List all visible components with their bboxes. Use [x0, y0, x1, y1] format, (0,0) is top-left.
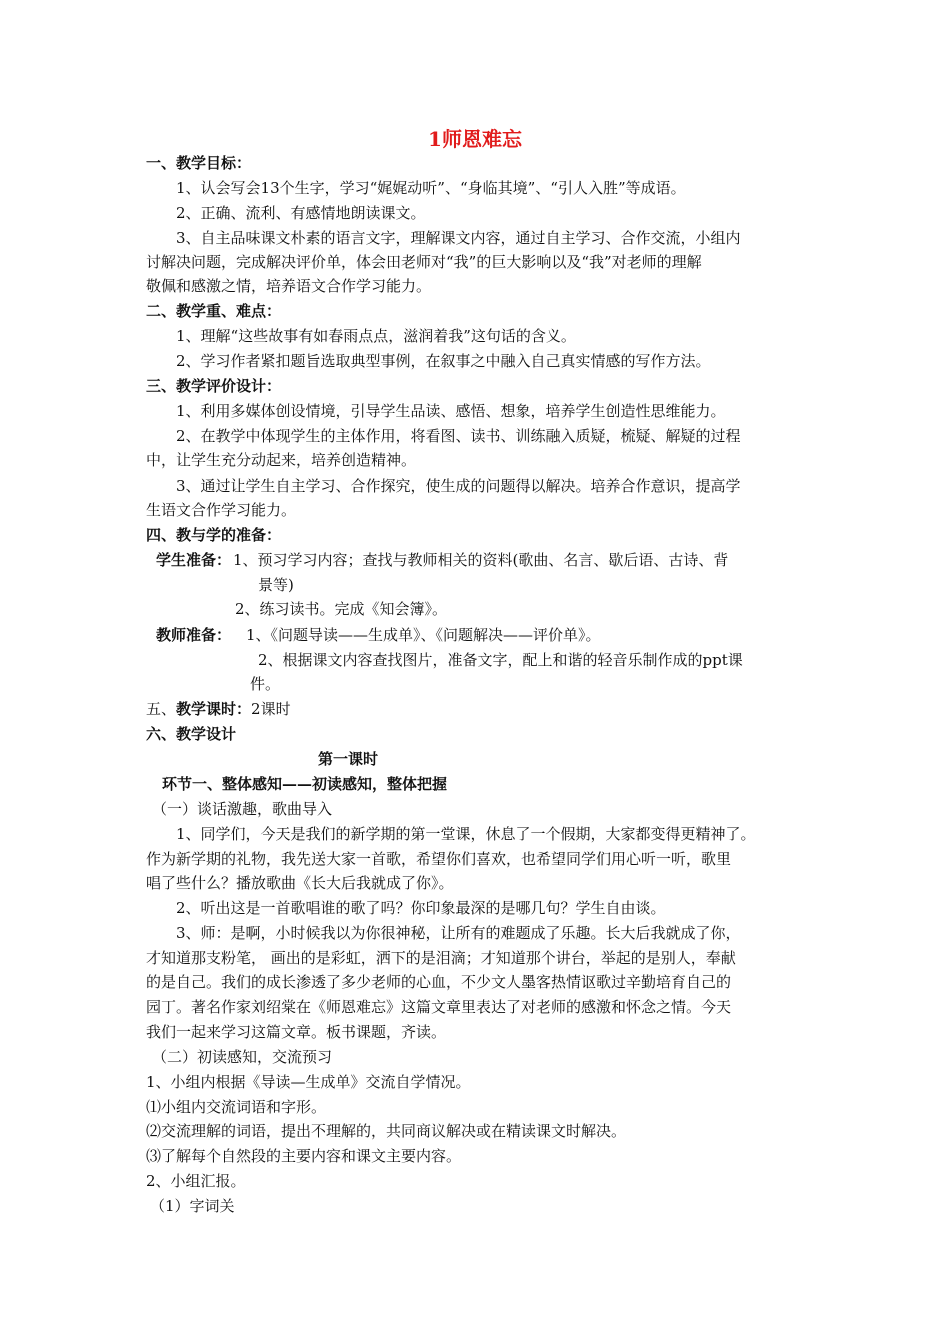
- step-heading: 环节一、整体感知——初读感知，整体把握: [162, 775, 448, 793]
- list-item: 1、小组内根据《导读—生成单》交流自学情况。: [146, 1073, 471, 1091]
- section-heading-evaluation: 三、教学评价设计：: [146, 377, 282, 395]
- teacher-prep-label: 教师准备：: [156, 626, 232, 644]
- sub-heading: （二）初读感知，交流预习: [152, 1048, 333, 1066]
- paragraph: 3、师：是啊，小时候我以为你很神秘，让所有的难题成了乐趣。长大后我就成了你，: [176, 924, 741, 942]
- paragraph-continued: 的是自己。我们的成长渗透了多少老师的心血，不少文人墨客热情讴歌过辛勤培育自己的: [146, 973, 732, 991]
- lesson-hours-label: 教学课时：: [176, 700, 252, 718]
- teacher-prep-item: 1、《问题导读——生成单》、《问题解决——评价单》。: [246, 626, 601, 644]
- student-prep-item: 1、预习学习内容；查找与教师相关的资料(歌曲、名言、歇后语、古诗、背: [233, 551, 729, 569]
- paragraph-continued: 作为新学期的礼物，我先送大家一首歌，希望你们喜欢，也希望同学们用心听一听，歌里: [146, 850, 732, 868]
- key-point-item: 2、学习作者紧扣题旨选取典型事例，在叙事之中融入自己真实情感的写作方法。: [176, 352, 711, 370]
- lesson-hours-value: 2课时: [251, 700, 291, 718]
- teacher-prep-item-continued: 件。: [250, 675, 281, 693]
- list-item: ⑵交流理解的词语，提出不理解的，共同商议解决或在精读课文时解决。: [146, 1122, 627, 1140]
- paragraph: 1、同学们，今天是我们的新学期的第一堂课，休息了一个假期，大家都变得更精神了。: [176, 825, 756, 843]
- objective-item: 2、正确、流利、有感情地朗读课文。: [176, 204, 426, 222]
- evaluation-item: 3、通过让学生自主学习、合作探究，使生成的问题得以解决。培养合作意识，提高学: [176, 477, 741, 495]
- list-item: ⑴小组内交流词语和字形。: [146, 1098, 327, 1116]
- student-prep-item: 2、练习读书。完成《知会簿》。: [235, 600, 448, 618]
- objective-item-continued: 讨解决问题，完成解决评价单，体会田老师对“我”的巨大影响以及“我”对老师的理解: [146, 253, 702, 271]
- page-title: 1师恩难忘: [428, 127, 522, 151]
- list-item: （1）字词关: [150, 1197, 235, 1215]
- section-heading-preparation: 四、教与学的准备：: [146, 526, 282, 544]
- key-point-item: 1、理解“这些故事有如春雨点点，滋润着我”这句话的含义。: [176, 327, 576, 345]
- evaluation-item-continued: 中，让学生充分动起来，培养创造精神。: [146, 451, 417, 469]
- lesson-title: 第一课时: [318, 750, 379, 768]
- paragraph: 2、听出这是一首歌唱谁的歌了吗？你印象最深的是哪几句？学生自由谈。: [176, 899, 666, 917]
- section-number: 五、: [146, 700, 177, 718]
- objective-item: 1、认会写会13个生字，学习“娓娓动听”、“身临其境”、“引人入胜”等成语。: [176, 179, 686, 197]
- evaluation-item-continued: 生语文合作学习能力。: [146, 501, 297, 519]
- objective-item-continued: 敬佩和感激之情，培养语文合作学习能力。: [146, 277, 432, 295]
- paragraph-continued: 唱了些什么？播放歌曲《长大后我就成了你》。: [146, 874, 454, 892]
- list-item: ⑶了解每个自然段的主要内容和课文主要内容。: [146, 1147, 462, 1165]
- section-heading-key-points: 二、教学重、难点：: [146, 302, 282, 320]
- teacher-prep-item: 2、根据课文内容查找图片，准备文字，配上和谐的轻音乐制作成的ppt课: [258, 651, 743, 669]
- paragraph-continued: 我们一起来学习这篇文章。板书课题，齐读。: [146, 1023, 447, 1041]
- list-item: 2、小组汇报。: [146, 1172, 246, 1190]
- section-heading-design: 六、教学设计: [146, 725, 237, 743]
- student-prep-item-continued: 景等): [258, 576, 294, 594]
- section-heading-objectives: 一、教学目标：: [146, 154, 252, 172]
- section-lesson-hours: [146, 699, 291, 719]
- objective-item: 3、自主品味课文朴素的语言文字，理解课文内容，通过自主学习、合作交流，小组内: [176, 229, 741, 247]
- evaluation-item: 2、在教学中体现学生的主体作用，将看图、读书、训练融入质疑，梳疑、解疑的过程: [176, 427, 741, 445]
- sub-heading: （一）谈话激趣，歌曲导入: [152, 800, 333, 818]
- evaluation-item: 1、利用多媒体创设情境，引导学生品读、感悟、想象，培养学生创造性思维能力。: [176, 402, 726, 420]
- student-prep-label: 学生准备：: [156, 551, 232, 569]
- paragraph-continued: 园丁。著名作家刘绍棠在《师恩难忘》这篇文章里表达了对老师的感激和怀念之情。今天: [146, 998, 732, 1016]
- paragraph-continued: 才知道那支粉笔， 画出的是彩虹，洒下的是泪滴；才知道那个讲台，举起的是别人，奉献: [146, 949, 736, 967]
